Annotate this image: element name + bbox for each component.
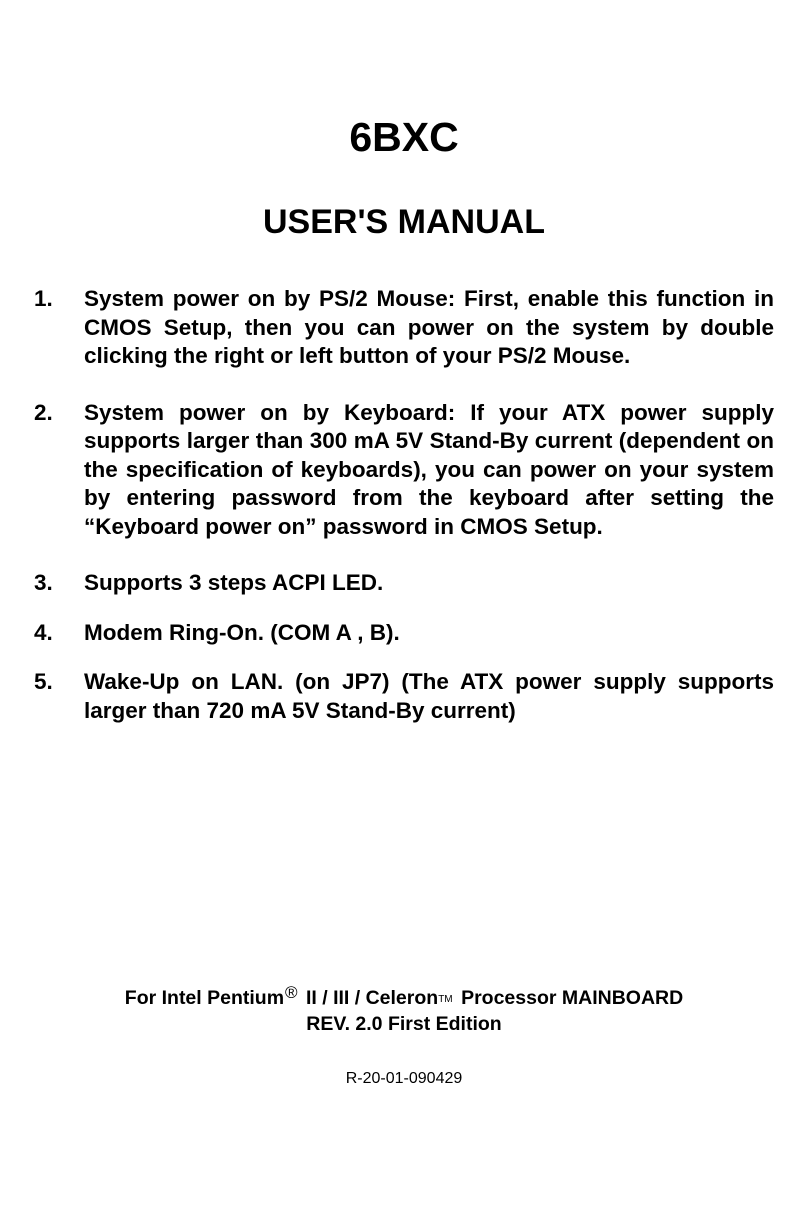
feature-item [34, 619, 774, 648]
feature-number: 1. [34, 286, 53, 311]
processor-suffix: Processor MAINBOARD [455, 987, 684, 1009]
feature-number: 4. [34, 619, 53, 645]
feature-text: System power on by Keyboard: If your ATX power supply supports larger than 300 mA 5V Stand-By current (dependent on the specification of keyboards), you can power on your system by entering password from the keyboard after setting the “Keyboard power on” password in CMOS Setup. [84, 399, 774, 539]
manual-title: USER'S MANUAL [263, 203, 545, 241]
trademark-icon: TM [438, 994, 453, 1005]
feature-text: Supports 3 steps ACPI LED. [84, 570, 384, 595]
feature-list [34, 285, 774, 725]
feature-text: System power on by PS/2 Mouse: First, enable this function in CMOS Setup, then you can power on the system by double clicking the right or left button of your PS/2 Mouse. [84, 286, 774, 368]
feature-number: 3. [34, 570, 53, 595]
revision-line: REV. 2.0 First Edition [306, 1013, 502, 1035]
processor-middle: II / III / Celeron [300, 987, 439, 1009]
feature-item [34, 285, 774, 371]
feature-item [34, 569, 774, 598]
document-code: R-20-01-090429 [345, 1070, 463, 1087]
feature-text: Wake-Up on LAN. (on JP7) (The ATX power supply supports larger than 720 mA 5V Stand-By current) [84, 669, 774, 723]
feature-text: Modem Ring-On. (COM A , B). [84, 619, 400, 645]
model-name: 6BXC [349, 114, 459, 160]
processor-prefix: For Intel Pentium [124, 987, 285, 1009]
feature-number: 5. [34, 669, 53, 694]
feature-item [34, 399, 774, 542]
feature-number: 2. [34, 399, 53, 425]
feature-item [34, 668, 774, 725]
registered-mark-icon: ® [285, 983, 298, 1002]
